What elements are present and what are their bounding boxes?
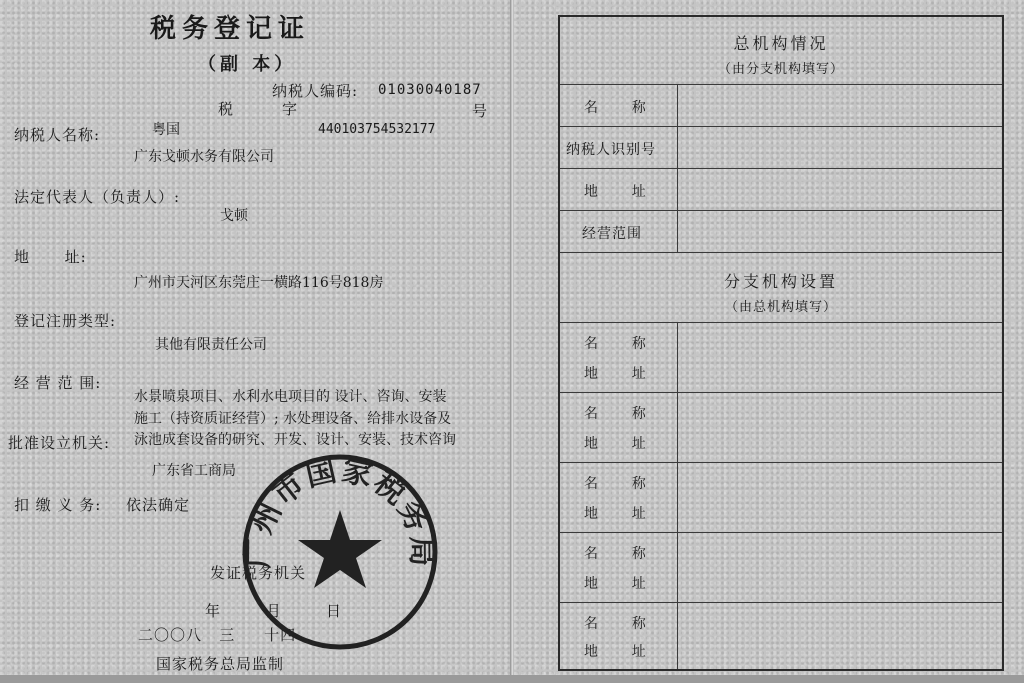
copy-label: （副 本） bbox=[198, 54, 297, 75]
official-seal-icon bbox=[240, 452, 440, 652]
approval-authority-label: 批准设立机关: bbox=[8, 434, 111, 452]
business-scope-label: 经 营 范 围: bbox=[14, 374, 102, 392]
branch-entry-row bbox=[560, 323, 1002, 393]
issuing-authority-label: 发证税务机关 bbox=[210, 564, 307, 582]
hq-name-label: 名 称 bbox=[584, 100, 647, 116]
branch-info-table bbox=[558, 15, 1004, 671]
hq-taxid-row bbox=[560, 127, 1002, 169]
legal-rep-label: 法定代表人（负责人）: bbox=[14, 188, 181, 206]
taxpayer-code-label: 纳税人编码: bbox=[272, 82, 359, 100]
hq-title: 总机构情况 bbox=[733, 34, 829, 53]
hq-name-row bbox=[560, 85, 1002, 127]
issue-date: 二〇〇八 三 十四 bbox=[138, 626, 297, 644]
branch-subtitle: （由总机构填写） bbox=[724, 300, 837, 315]
hq-scope-row bbox=[560, 211, 1002, 253]
hq-address-label: 地 址 bbox=[584, 184, 647, 200]
taxpayer-name-label: 纳税人名称: bbox=[14, 126, 101, 144]
branch-address-label: 地 址 bbox=[584, 644, 647, 660]
tax-char-shui: 税 bbox=[218, 100, 235, 118]
branch-entry-row bbox=[560, 393, 1002, 463]
hq-scope-label: 经营范围 bbox=[582, 226, 642, 242]
tax-char-hao: 号 bbox=[472, 102, 489, 120]
hq-address-row bbox=[560, 169, 1002, 211]
legal-rep-name: 戈顿 bbox=[220, 208, 248, 224]
date-month: 月 bbox=[266, 602, 283, 620]
branch-address-label: 地 址 bbox=[584, 366, 647, 382]
branch-entry-row bbox=[560, 603, 1002, 669]
withholding-duty-label: 扣 缴 义 务: bbox=[14, 496, 102, 514]
branch-address-label: 地 址 bbox=[584, 436, 647, 452]
branch-address-label: 地 址 bbox=[584, 576, 647, 592]
hq-header-row bbox=[560, 17, 1002, 85]
address-value: 广州市天河区东莞庄一横路116号818房 bbox=[134, 275, 384, 291]
branch-title: 分支机构设置 bbox=[723, 272, 838, 291]
hq-taxid-label: 纳税人识别号 bbox=[566, 142, 656, 158]
branch-entry-row bbox=[560, 533, 1002, 603]
approval-authority-value: 广东省工商局 bbox=[152, 463, 236, 479]
branch-entry-row bbox=[560, 463, 1002, 533]
branch-name-label: 名 称 bbox=[584, 336, 647, 352]
tax-number: 440103754532177 bbox=[318, 122, 436, 137]
branch-name-label: 名 称 bbox=[584, 616, 647, 632]
branch-header-row bbox=[560, 253, 1002, 323]
business-scope-line3: 泳池成套设备的研究、开发、设计、安装、技术咨询 bbox=[134, 432, 456, 448]
certificate-title: 税务登记证 bbox=[150, 14, 311, 44]
registration-type-value: 其他有限责任公司 bbox=[155, 337, 267, 353]
scan-bottom-edge bbox=[0, 675, 1024, 683]
date-year: 年 bbox=[205, 602, 222, 620]
branch-name-label: 名 称 bbox=[584, 546, 647, 562]
taxpayer-code: 01030040187 bbox=[378, 82, 482, 98]
withholding-duty-value: 依法确定 bbox=[126, 496, 191, 514]
branch-name-label: 名 称 bbox=[584, 476, 647, 492]
tax-char-zi: 字 bbox=[282, 100, 299, 118]
tax-prefix: 粤国 bbox=[152, 122, 180, 138]
hq-subtitle: （由分支机构填写） bbox=[717, 62, 844, 77]
seal-text: 广州市国家税务局 bbox=[240, 453, 440, 569]
business-scope-line1: 水景喷泉项目、水利水电项目的 设计、咨询、安装 bbox=[134, 389, 447, 405]
date-day: 日 bbox=[326, 602, 343, 620]
business-scope-line2: 施工（持资质证经营）; 水处理设备、给排水设备及 bbox=[134, 411, 452, 427]
address-label: 地 址: bbox=[14, 248, 87, 266]
registration-type-label: 登记注册类型: bbox=[14, 312, 117, 330]
branch-address-label: 地 址 bbox=[584, 506, 647, 522]
taxpayer-name: 广东戈顿水务有限公司 bbox=[134, 149, 274, 165]
supervisor-note: 国家税务总局监制 bbox=[156, 655, 285, 673]
branch-name-label: 名 称 bbox=[584, 406, 647, 422]
